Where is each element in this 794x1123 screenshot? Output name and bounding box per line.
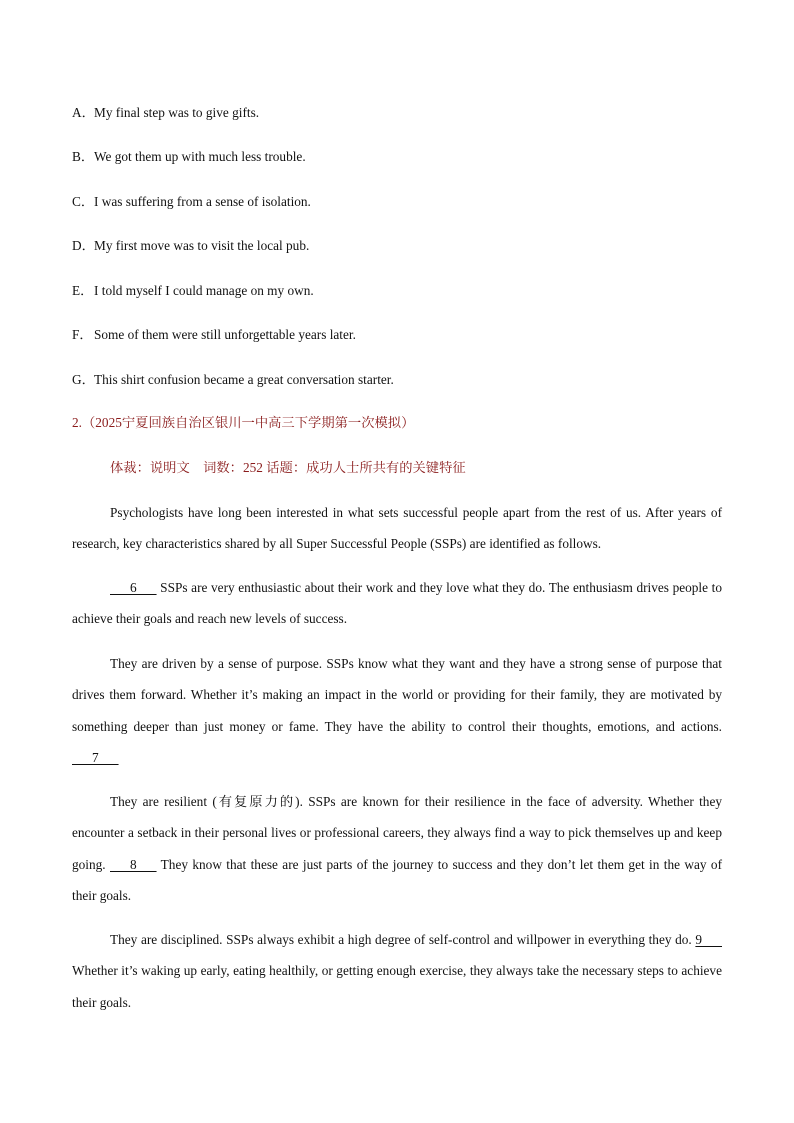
option-letter: E． (72, 283, 94, 298)
passage-meta: 体裁：说明文 词数：252 话题：成功人士所共有的关键特征 (110, 460, 466, 475)
paragraph-text: They are driven by a sense of purpose. SSPs know what they want and they have a strong sense of purpose that drives them forward. Whether it’s making an impact in the world or providing for their family, they are motivated by something deeper than just money or fame. They have the ability to control their thoughts, emotions, and actions. (72, 656, 722, 734)
option-d (72, 237, 309, 255)
answer-blank-9: 9 (695, 932, 722, 947)
paragraph-text: They know that these are just parts of the journey to success and they don’t let them get in the way of their goals. (72, 856, 722, 903)
paragraph-blank-6 (72, 572, 722, 635)
option-letter: B． (72, 149, 95, 164)
paragraph-resilient (72, 786, 722, 911)
paragraph-text: SSPs are very enthusiastic about their work and they love what they do. The enthusiasm drives people to achieve their goals and reach new levels of success. (72, 580, 722, 627)
paragraph-text: They are disciplined. SSPs always exhibit a high degree of self-control and willpower in everything they do. (110, 932, 692, 947)
option-b (72, 148, 306, 166)
option-letter: F． (72, 327, 93, 342)
paragraph-disciplined (72, 924, 722, 1018)
option-text: We got them up with much less trouble. (94, 149, 306, 164)
option-letter: G． (72, 372, 95, 387)
paragraph-text: Whether it’s waking up early, eating healthily, or getting enough exercise, they always take the necessary steps to achieve their goals. (72, 963, 722, 1010)
option-text: My first move was to visit the local pub. (94, 238, 310, 253)
option-letter: A． (72, 105, 95, 120)
option-text: I told myself I could manage on my own. (94, 283, 314, 298)
option-letter: C． (72, 194, 95, 209)
paragraph-text: They are resilient (有复原力的). SSPs are known for their resilience in the face of adversity. Whether they encounter a setback in their personal lives or professional careers, they always find a way to pick themselves up and keep going. (72, 794, 722, 872)
paragraph-purpose (72, 648, 722, 773)
option-text: Some of them were still unforgettable years later. (94, 327, 356, 342)
question-source-heading: 2.（2025宁夏回族自治区银川一中高三下学期第一次模拟） (72, 415, 415, 430)
answer-blank-8: 8 (110, 856, 157, 872)
option-text: I was suffering from a sense of isolation. (94, 194, 311, 209)
paragraph-intro (72, 497, 722, 560)
option-a (72, 104, 259, 122)
option-c (72, 193, 311, 211)
option-letter: D． (72, 238, 95, 253)
option-text: This shirt confusion became a great conversation starter. (94, 372, 394, 387)
option-text: My final step was to give gifts. (94, 105, 260, 120)
answer-blank-7: 7 (72, 749, 119, 765)
paragraph-text: Psychologists have long been interested in what sets successful people apart from the rest of us. After years of research, key characteristics shared by all Super Successful People (SSPs) are identified as follows. (72, 505, 722, 552)
option-g (72, 371, 394, 389)
answer-blank-6: 6 (110, 580, 157, 595)
option-e (72, 282, 314, 300)
option-f (72, 326, 356, 344)
